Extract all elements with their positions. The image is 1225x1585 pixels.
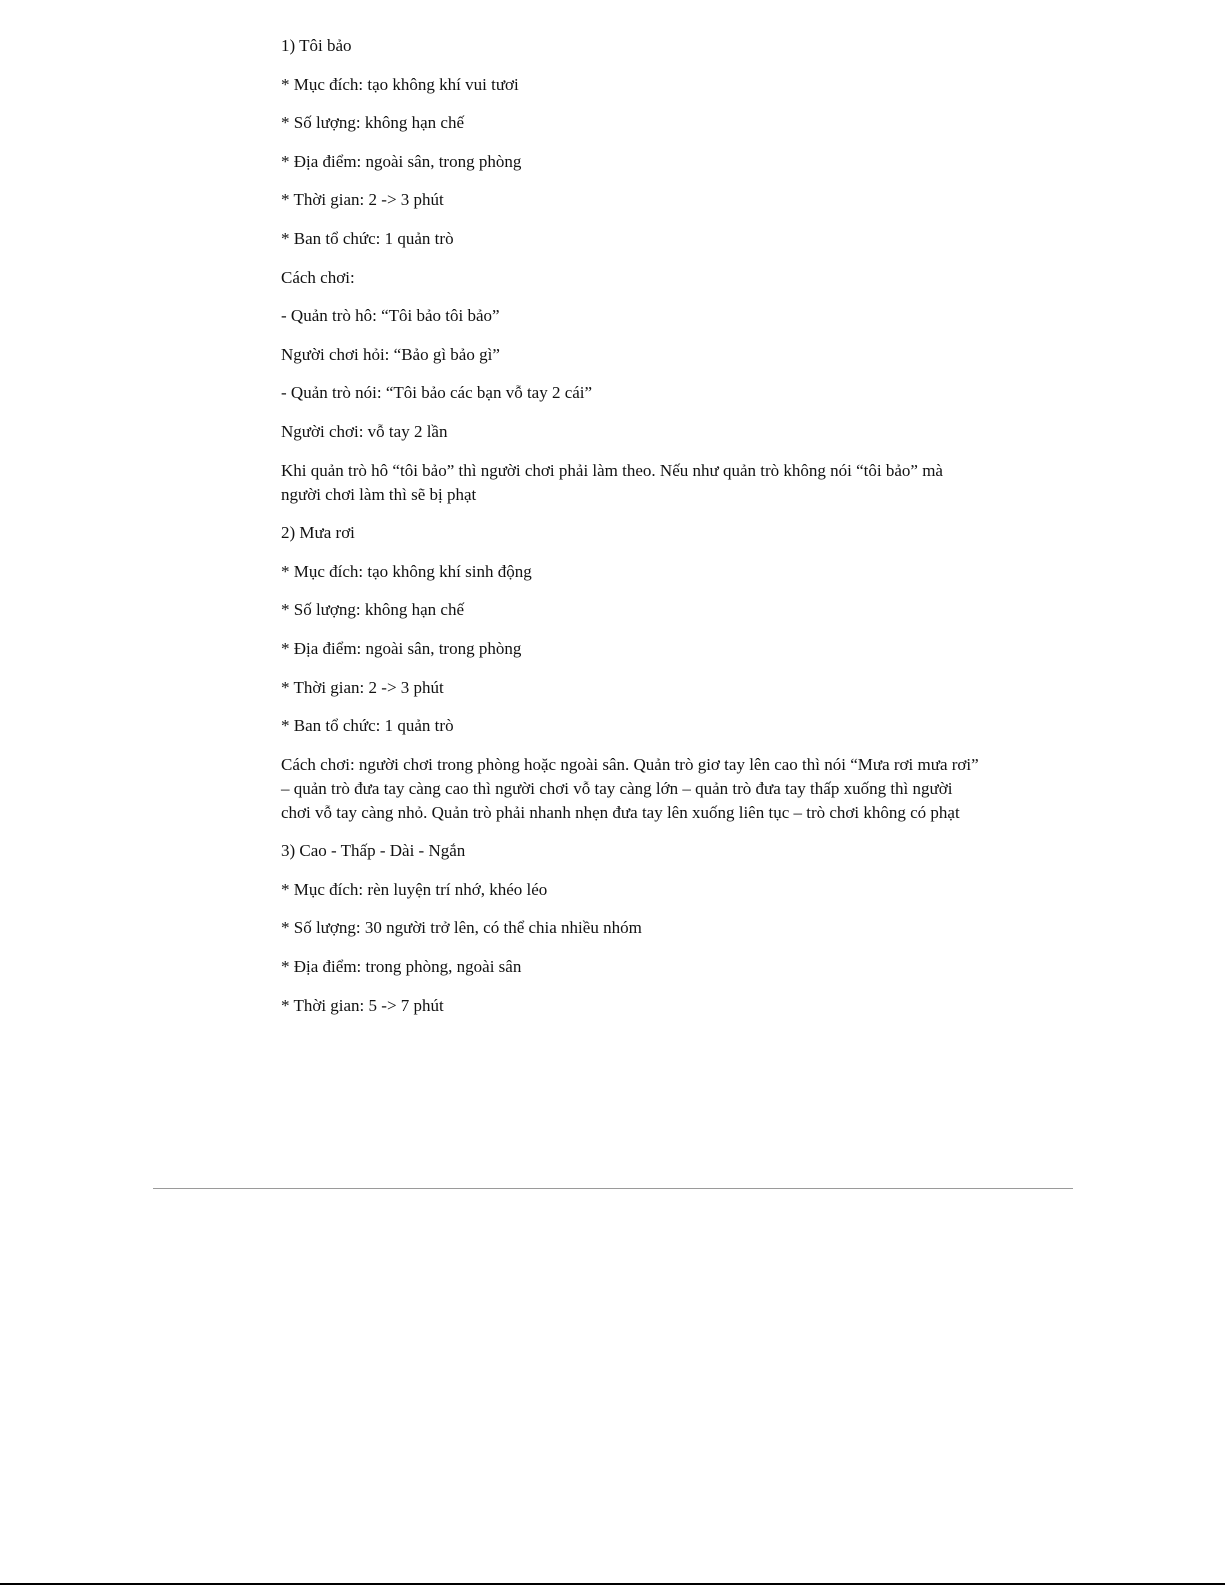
game-1-organizer: * Ban tổ chức: 1 quản trò	[281, 228, 454, 248]
game-3-duration: * Thời gian: 5 -> 7 phút	[281, 995, 444, 1015]
game-1-step-1: - Quản trò hô: “Tôi bảo tôi bảo”	[281, 306, 500, 326]
page-divider	[153, 1188, 1073, 1189]
game-1-step-2: Người chơi hỏi: “Bảo gì bảo gì”	[281, 344, 500, 364]
game-2-purpose: * Mục đích: tạo không khí sinh động	[281, 561, 532, 581]
game-2-how-to-play: Cách chơi: người chơi trong phòng hoặc ngoài sân. Quản trò giơ tay lên cao thì nói “Mưa rơi mưa rơi” – quản trò đưa tay càng cao thì người chơi vỗ tay càng lớn – quản trò đưa tay thấp xuống thì người chơi vỗ tay càng nhỏ. Quản trò phải nhanh nhẹn đưa tay lên xuống liên tục – trò chơi không có phạt	[281, 754, 979, 822]
game-3-purpose: * Mục đích: rèn luyện trí nhớ, khéo léo	[281, 879, 548, 899]
game-1-step-3: - Quản trò nói: “Tôi bảo các bạn vỗ tay 2 cái”	[281, 383, 593, 403]
game-1-location: * Địa điểm: ngoài sân, trong phòng	[281, 151, 522, 171]
game-1-quantity: * Số lượng: không hạn chế	[281, 113, 464, 133]
game-1-how-to-play-label: Cách chơi:	[281, 267, 355, 287]
game-2-duration: * Thời gian: 2 -> 3 phút	[281, 677, 444, 697]
game-1-purpose: * Mục đích: tạo không khí vui tươi	[281, 74, 519, 94]
game-3-quantity: * Số lượng: 30 người trở lên, có thể chia nhiều nhóm	[281, 918, 642, 938]
game-1-heading: 1) Tôi bảo	[281, 36, 352, 55]
game-1-step-4: Người chơi: vỗ tay 2 lần	[281, 421, 448, 441]
game-3-heading: 3) Cao - Thấp - Dài - Ngắn	[281, 841, 466, 861]
game-2-location: * Địa điểm: ngoài sân, trong phòng	[281, 638, 522, 658]
game-1-duration: * Thời gian: 2 -> 3 phút	[281, 190, 444, 210]
game-2-heading: 2) Mưa rơi	[281, 523, 355, 543]
game-1-rule: Khi quản trò hô “tôi bảo” thì người chơi phải làm theo. Nếu như quản trò không nói “tôi bảo” mà người chơi làm thì sẽ bị phạt	[281, 460, 943, 504]
game-3-location: * Địa điểm: trong phòng, ngoài sân	[281, 957, 522, 977]
game-2-organizer: * Ban tổ chức: 1 quản trò	[281, 716, 454, 736]
document-body	[281, 34, 1001, 1032]
game-2-quantity: * Số lượng: không hạn chế	[281, 600, 464, 620]
